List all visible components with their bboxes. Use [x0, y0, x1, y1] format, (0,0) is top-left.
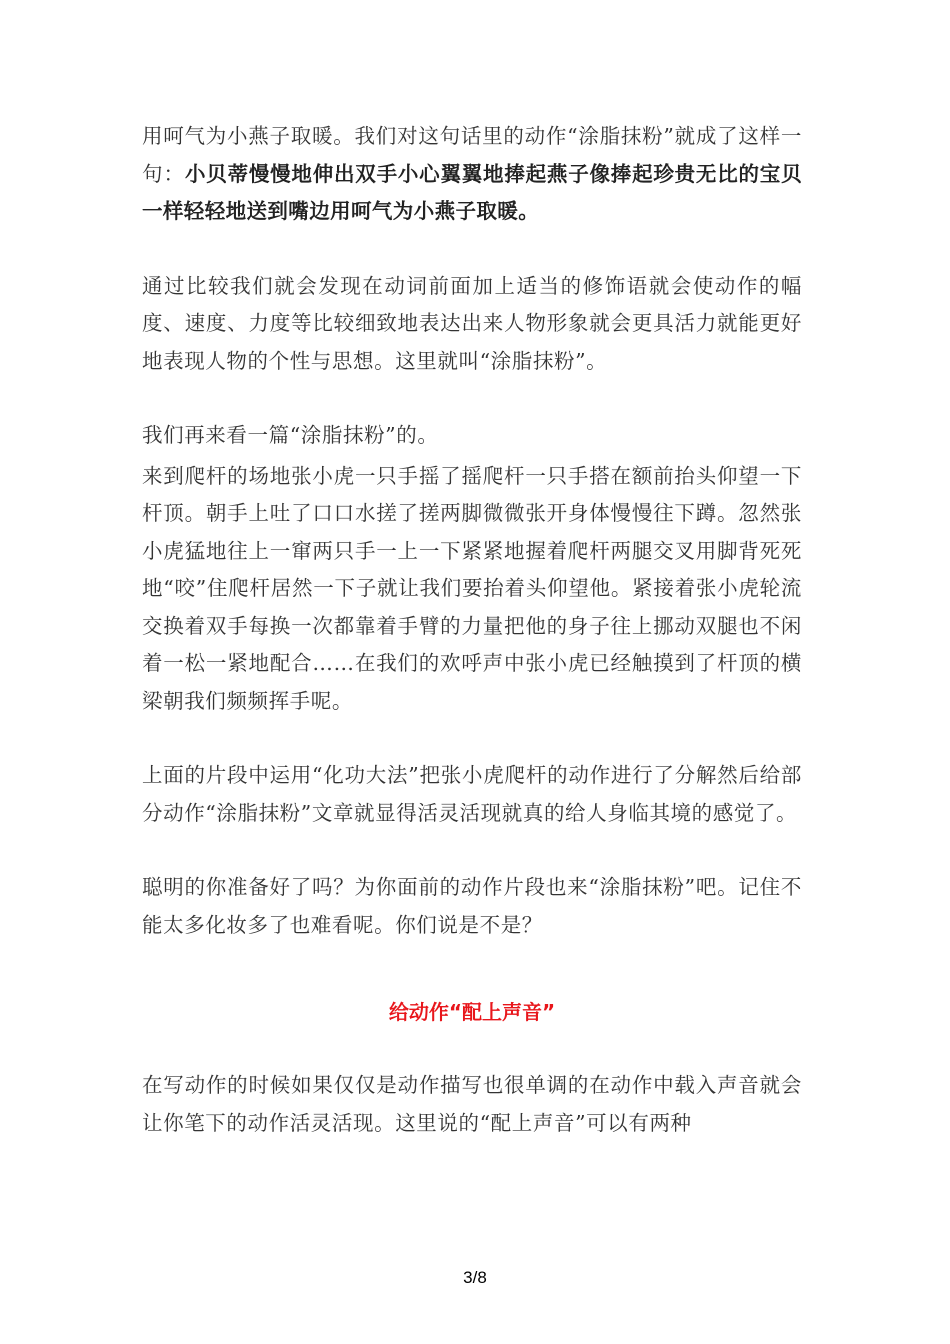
- paragraph-1-text: 用呵气为小燕子取暖。我们对这句话里的动作“涂脂抹粉”就成了这样一句：: [142, 124, 802, 186]
- paragraph-4-example: 来到爬杆的场地张小虎一只手摇了摇爬杆一只手搭在额前抬头仰望一下杆顶。朝手上吐了口口水搓了搓两脚微微张开身体慢慢往下蹲。忽然张小虎猛地往上一窜两只手一上一下紧紧地握着爬杆两腿交叉用脚背死死地“咬”住爬杆居然一下子就让我们要抬着头仰望他。紧接着张小虎轮流交换着双手每换一次都靠着手臂的力量把他的身子往上挪动双腿也不闲着一松一紧地配合……在我们的欢呼声中张小虎已经触摸到了杆顶的横梁朝我们频频挥手呢。: [142, 463, 802, 713]
- page-number: 3/8: [463, 1268, 487, 1287]
- paragraph-7: 在写动作的时候如果仅仅是动作描写也很单调的在动作中载入声音就会让你笔下的动作活灵活现。这里说的“配上声音”可以有两种: [142, 1073, 802, 1135]
- paragraph-3: 我们再来看一篇“涂脂抹粉”的。: [142, 423, 439, 447]
- document-body: [142, 118, 802, 1142]
- paragraph-5: 上面的片段中运用“化功大法”把张小虎爬杆的动作进行了分解然后给部分动作“涂脂抹粉”文章就显得活灵活现就真的给人身临其境的感觉了。: [142, 763, 802, 825]
- paragraph-1: [142, 118, 802, 231]
- paragraph-1-bold-example: 小贝蒂慢慢地伸出双手小心翼翼地捧起燕子像捧起珍贵无比的宝贝一样轻轻地送到嘴边用呵气为小燕子取暖。: [142, 161, 802, 223]
- section-heading: 给动作“配上声音”: [388, 1000, 556, 1024]
- paragraph-2: 通过比较我们就会发现在动词前面加上适当的修饰语就会使动作的幅度、速度、力度等比较细致地表达出来人物形象就会更具活力就能更好地表现人物的个性与思想。这里就叫“涂脂抹粉”。: [142, 273, 802, 373]
- paragraph-6: 聪明的你准备好了吗？为你面前的动作片段也来“涂脂抹粉”吧。记住不能太多化妆多了也难看呢。你们说是不是？: [142, 875, 802, 937]
